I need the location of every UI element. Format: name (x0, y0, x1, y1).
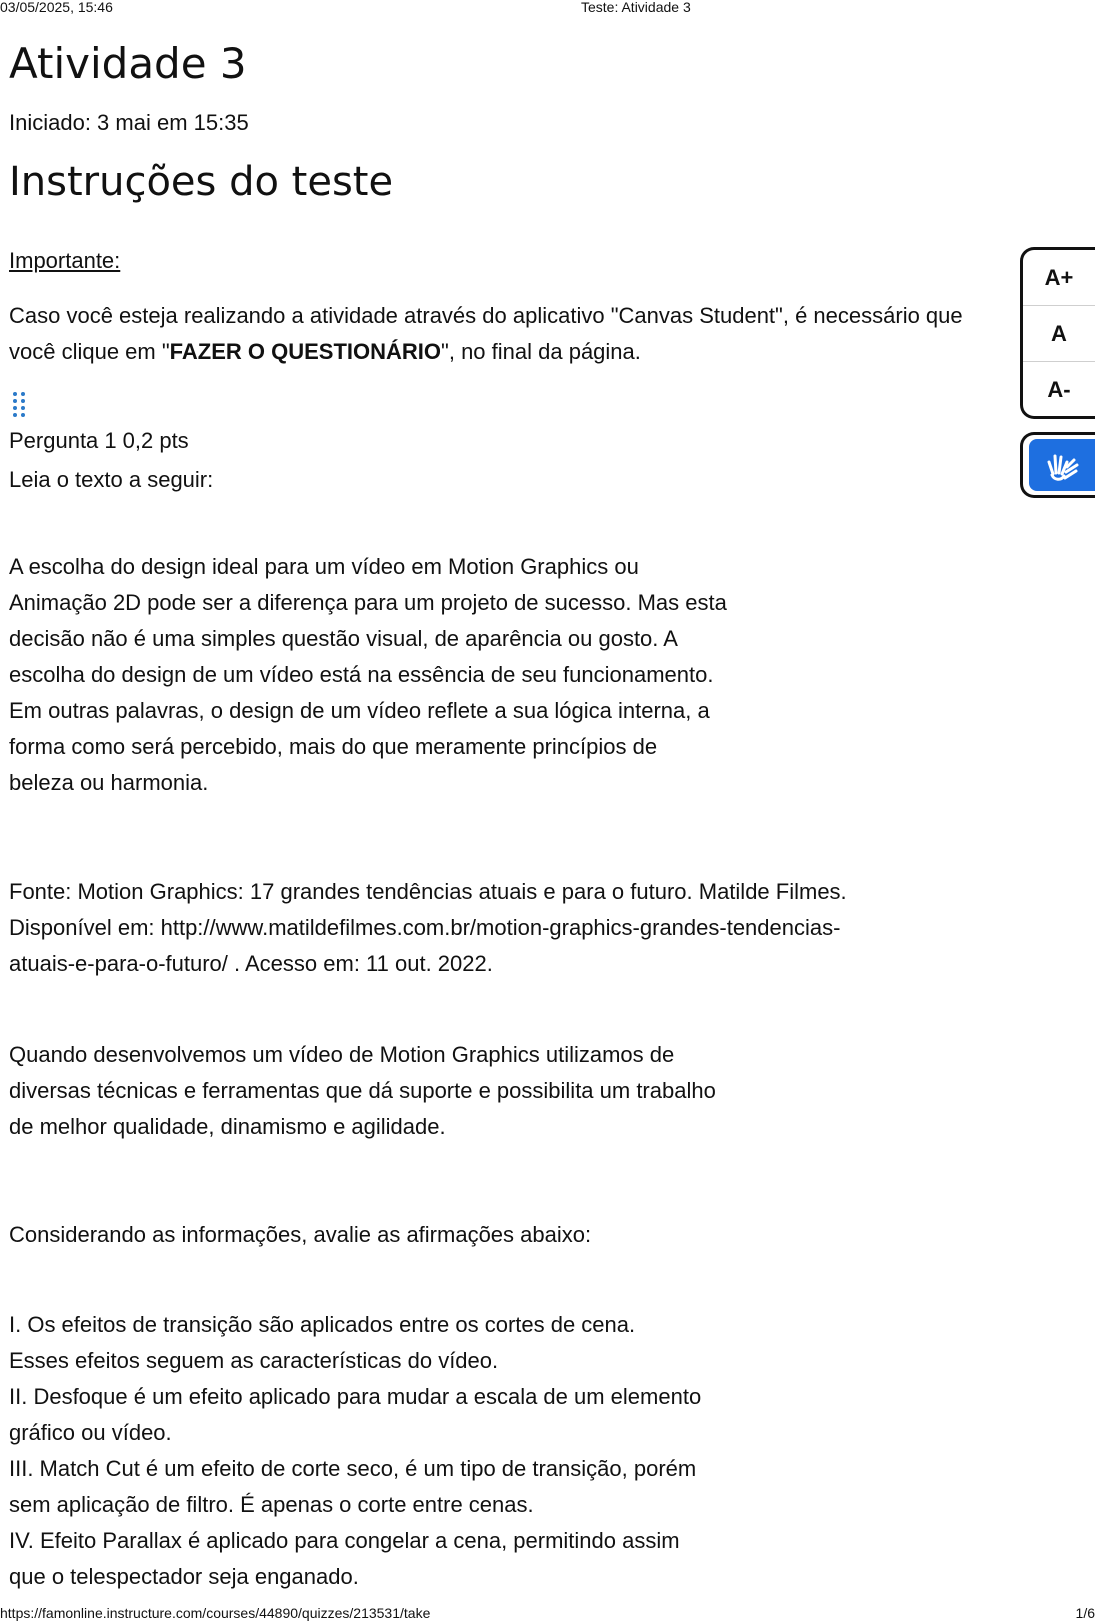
passage-line: A escolha do design ideal para um vídeo em Motion Graphics ou (9, 554, 639, 579)
statement-line: IV. Efeito Parallax é aplicado para congelar a cena, permitindo assim (9, 1528, 680, 1553)
passage-line: Em outras palavras, o design de um vídeo reflete a sua lógica interna, a (9, 698, 710, 723)
source-line: atuais-e-para-o-futuro/ . Acesso em: 11 out. 2022. (9, 951, 493, 976)
sign-language-hands-icon (1029, 439, 1095, 491)
statement-line: II. Desfoque é um efeito aplicado para mudar a escala de um elemento (9, 1384, 702, 1409)
prompt-line: Considerando as informações, avalie as afirmações abaixo: (9, 1222, 592, 1247)
font-size-panel (1020, 247, 1095, 419)
important-label: Importante: (9, 248, 121, 273)
passage-line: forma como será percebido, mais do que meramente princípios de (9, 734, 658, 759)
question-points: 0,2 pts (122, 428, 189, 453)
instructions-title: Instruções do teste (9, 159, 394, 205)
context-line: diversas técnicas e ferramentas que dá suporte e possibilita um trabalho (9, 1078, 716, 1103)
context-line: de melhor qualidade, dinamismo e agilidade. (9, 1114, 446, 1139)
question-statements (9, 1307, 701, 1595)
question-source (9, 874, 847, 982)
print-page-title: Teste: Atividade 3 (581, 0, 691, 15)
normal-font-button[interactable]: A (1023, 306, 1095, 362)
decrease-font-button[interactable]: A- (1047, 376, 1071, 402)
app-notice (9, 298, 1019, 370)
source-line: Fonte: Motion Graphics: 17 grandes tendências atuais e para o futuro. Matilde Filmes. (9, 879, 847, 904)
sign-language-button[interactable] (1020, 432, 1095, 498)
statement-line: Esses efeitos seguem as características do vídeo. (9, 1348, 499, 1373)
print-timestamp: 03/05/2025, 15:46 (0, 0, 113, 15)
quiz-title: Atividade 3 (9, 39, 247, 88)
question-passage (9, 549, 727, 801)
passage-line: decisão não é uma simples questão visual, de aparência ou gosto. A (9, 626, 678, 651)
statement-line: I. Os efeitos de transição são aplicados entre os cortes de cena. (9, 1312, 636, 1337)
notice-text-before: você clique em " (9, 339, 170, 364)
passage-line: escolha do design de um vídeo está na essência de seu funcionamento. (9, 662, 714, 687)
print-footer (0, 1605, 1095, 1621)
question-context (9, 1037, 716, 1145)
increase-font-button[interactable]: A+ (1023, 250, 1095, 306)
print-header (0, 0, 1095, 16)
notice-line-1: Caso você esteja realizando a atividade através do aplicativo "Canvas Student", é necessário que (9, 303, 963, 328)
notice-line-2 (9, 334, 1019, 370)
question-header (9, 426, 189, 456)
statement-line: sem aplicação de filtro. É apenas o corte entre cenas. (9, 1492, 534, 1517)
passage-line: beleza ou harmonia. (9, 770, 209, 795)
intro-line: Leia o texto a seguir: (9, 467, 214, 492)
statement-line: que o telespectador seja enganado. (9, 1564, 359, 1589)
notice-bold-action: FAZER O QUESTIONÁRIO (169, 339, 442, 364)
question-intro (9, 462, 213, 498)
question-label: Pergunta 1 (9, 428, 117, 453)
passage-line: Animação 2D pode ser a diferença para um projeto de sucesso. Mas esta (9, 590, 727, 615)
question-prompt (9, 1217, 591, 1253)
print-url: https://famonline.instructure.com/courses/44890/quizzes/213531/take (0, 1605, 431, 1621)
drag-handle-icon[interactable] (13, 392, 25, 418)
context-line: Quando desenvolvemos um vídeo de Motion Graphics utilizamos de (9, 1042, 675, 1067)
statement-line: III. Match Cut é um efeito de corte seco, é um tipo de transição, porém (9, 1456, 697, 1481)
quiz-started-time: Iniciado: 3 mai em 15:35 (9, 110, 249, 135)
source-line: Disponível em: http://www.matildefilmes.com.br/motion-graphics-grandes-tendencias- (9, 915, 841, 940)
statement-line: gráfico ou vídeo. (9, 1420, 172, 1445)
notice-text-after: ", no final da página. (441, 339, 641, 364)
print-page-number: 1/6 (1075, 1605, 1095, 1621)
